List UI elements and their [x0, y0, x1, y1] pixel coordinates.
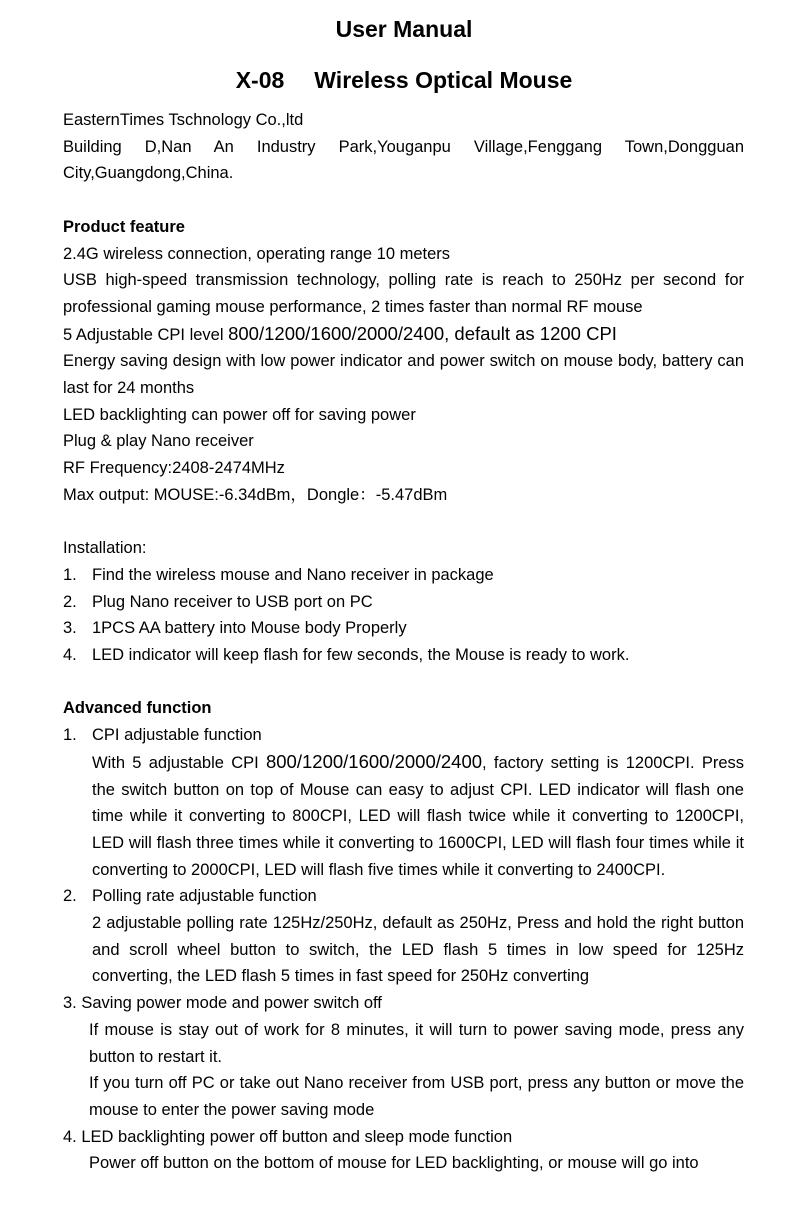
installation-step: 2. Plug Nano receiver to USB port on PC: [63, 592, 373, 611]
section-heading-advanced-function: Advanced function: [63, 699, 212, 718]
advanced-subsection-body: If you turn off PC or take out Nano receiver from USB port, press any button or move the mouse to enter the power saving mode: [89, 1074, 744, 1119]
installation-step: 1. Find the wireless mouse and Nano receiver in package: [63, 565, 494, 584]
feature-item: RF Frequency:2408-2474MHz: [63, 459, 285, 478]
feature-item: USB high-speed transmission technology, polling rate is reach to 250Hz per second for professional gaming mouse performance, 2 times faster than normal RF mouse: [63, 271, 744, 316]
section-heading-product-feature: Product feature: [63, 217, 185, 236]
feature-item: Max output: MOUSE:-6.34dBm，Dongle：-5.47dBm: [63, 485, 448, 504]
section-heading-installation: Installation:: [63, 539, 147, 558]
advanced-subsection-body: 2 adjustable polling rate 125Hz/250Hz, default as 250Hz, Press and hold the right button and scroll wheel button to switch, the LED flash 5 times in low speed for 125Hz converting, the LED flash 5 times in fast speed for 250Hz converting: [92, 914, 744, 986]
feature-item: LED backlighting can power off for saving power: [63, 405, 416, 424]
installation-step: 3. 1PCS AA battery into Mouse body Properly: [63, 619, 407, 638]
feature-item: 2.4G wireless connection, operating range 10 meters: [63, 244, 451, 263]
advanced-subsection-body: With 5 adjustable CPI 800/1200/1600/2000/2400, factory setting is 1200CPI. Press the switch button on top of Mouse can easy to adjust CPI. LED indicator will flash one time while it converting to 800CPI, LED will flash twice while it converting to 1200CPI, LED will flash three times while it converting to 1600CPI, LED will flash four times while it converting to 2000CPI, LED will flash five times while it converting to 2400CPI.: [92, 750, 744, 879]
manual-title: User Manual: [335, 16, 473, 42]
installation-step: 4. LED indicator will keep flash for few seconds, the Mouse is ready to work.: [63, 646, 630, 665]
company-name: EasternTimes Tschnology Co.,ltd: [63, 111, 304, 129]
product-name: Wireless Optical Mouse: [314, 67, 573, 93]
product-title: [0, 67, 808, 94]
advanced-subsection-title: 3. Saving power mode and power switch off: [63, 994, 382, 1013]
company-address: Building D,Nan An Industry Park,Youganpu Village,Fenggang Town,Dongguan City,Guangdong,China.: [63, 137, 744, 183]
advanced-subsection-title: 4. LED backlighting power off button and sleep mode function: [63, 1127, 513, 1146]
feature-item: Energy saving design with low power indicator and power switch on mouse body, battery can last for 24 months: [63, 352, 744, 398]
feature-item: 5 Adjustable CPI level 800/1200/1600/2000/2400, default as 1200 CPI: [63, 322, 617, 344]
feature-item: Plug & play Nano receiver: [63, 432, 254, 451]
advanced-subsection-body: If mouse is stay out of work for 8 minutes, it will turn to power saving mode, press any button to restart it.: [89, 1020, 744, 1066]
advanced-subsection-body: Power off button on the bottom of mouse for LED backlighting, or mouse will go into: [89, 1154, 699, 1173]
manual-body: [63, 107, 744, 1177]
model-number: X-08: [235, 67, 285, 93]
advanced-subsection-title: 2. Polling rate adjustable function: [63, 887, 317, 906]
advanced-subsection-title: 1. CPI adjustable function: [63, 726, 262, 745]
